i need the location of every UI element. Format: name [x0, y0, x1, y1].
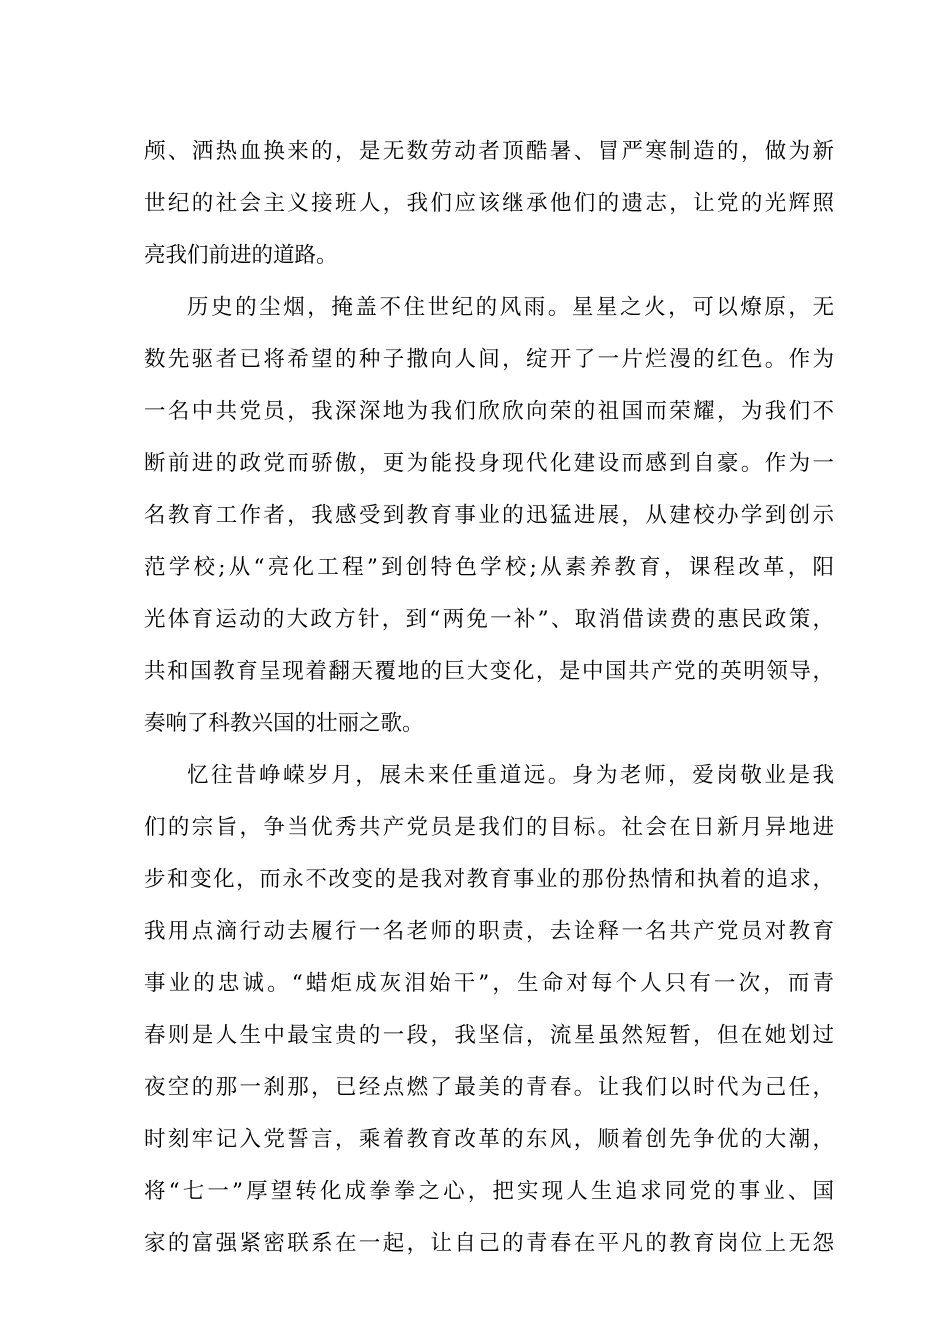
text-line: 世纪的社会主义接班人，我们应该继承他们的遗志，让党的光辉照: [144, 191, 834, 216]
text-line: 将“七一”厚望转化成拳拳之心，把实现人生追求同党的事业、国: [144, 1179, 834, 1204]
text-line: 夜空的那一刹那，已经点燃了最美的青春。让我们以时代为己任，: [144, 1075, 834, 1100]
text-line: 名教育工作者，我感受到教育事业的迅猛进展，从建校办学到创示: [144, 503, 834, 528]
text-line: 们的宗旨，争当优秀共产党员是我们的目标。社会在日新月异地进: [144, 815, 834, 840]
text-line: 我用点滴行动去履行一名老师的职责，去诠释一名共产党员对教育: [144, 919, 834, 944]
paragraph-first-line: 历史的尘烟，掩盖不住世纪的风雨。星星之火，可以燎原，无: [187, 295, 834, 320]
text-line: 事业的忠诚。“蜡炬成灰泪始干”，生命对每个人只有一次，而青: [144, 971, 834, 996]
text-line: 范学校;从“亮化工程”到创特色学校;从素养教育，课程改革，阳: [144, 555, 834, 580]
text-line: 时刻牢记入党誓言，乘着教育改革的东风，顺着创先争优的大潮，: [144, 1127, 834, 1152]
text-line: 断前进的政党而骄傲，更为能投身现代化建设而感到自豪。作为一: [144, 451, 834, 476]
text-line: 颅、洒热血换来的，是无数劳动者顶酷暑、冒严寒制造的，做为新: [144, 139, 834, 164]
text-line: 步和变化，而永不改变的是我对教育事业的那份热情和执着的追求，: [144, 867, 834, 892]
text-line: 数先驱者已将希望的种子撒向人间，绽开了一片烂漫的红色。作为: [144, 347, 834, 372]
text-line: 春则是人生中最宝贵的一段，我坚信，流星虽然短暂，但在她划过: [144, 1023, 834, 1048]
body-text: [144, 126, 834, 1270]
text-line: 奏响了科教兴国的壮丽之歌。: [144, 711, 424, 736]
text-line: 家的富强紧密联系在一起，让自己的青春在平凡的教育岗位上无怨: [144, 1231, 834, 1256]
text-line: 光体育运动的大政方针，到“两免一补”、取消借读费的惠民政策，: [144, 607, 834, 632]
text-line: 一名中共党员，我深深地为我们欣欣向荣的祖国而荣耀，为我们不: [144, 399, 834, 424]
text-line: 亮我们前进的道路。: [144, 243, 338, 268]
text-line: 共和国教育呈现着翻天覆地的巨大变化，是中国共产党的英明领导，: [144, 659, 834, 684]
paragraph-first-line: 忆往昔峥嵘岁月，展未来任重道远。身为老师，爱岗敬业是我: [187, 763, 834, 788]
